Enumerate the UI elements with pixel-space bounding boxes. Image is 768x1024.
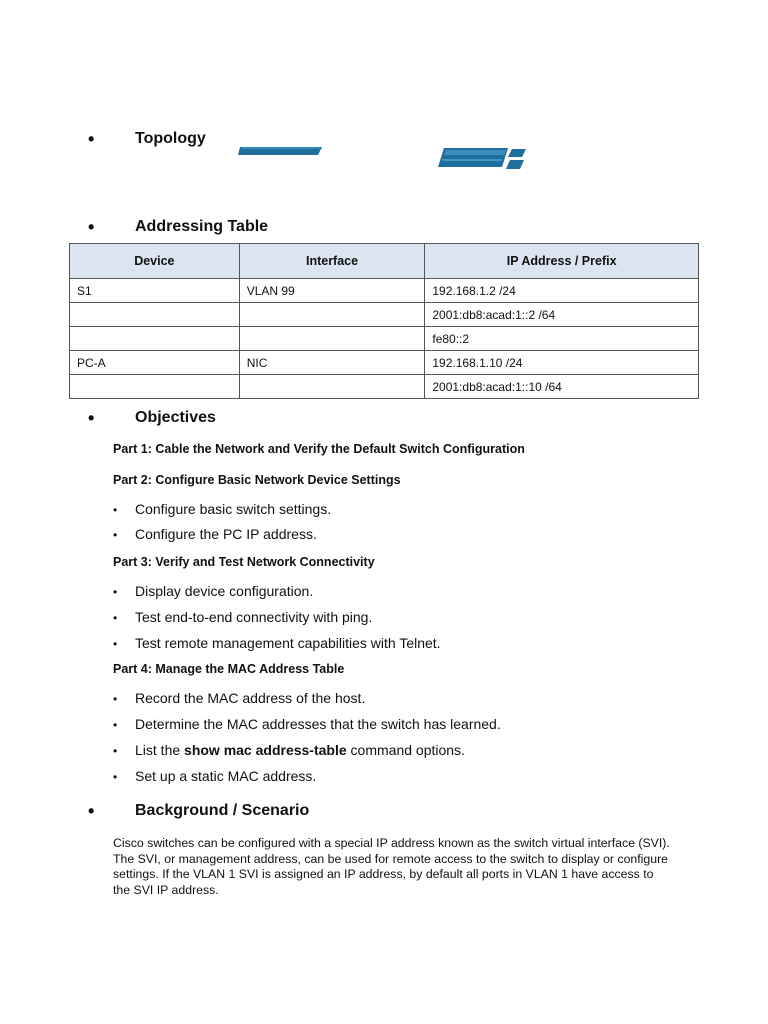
cell-interface (239, 375, 425, 399)
cell-device: S1 (70, 279, 240, 303)
part4-heading: Part 4: Manage the MAC Address Table (113, 662, 345, 676)
list-item: • Configure the PC IP address. (113, 526, 317, 542)
part1-heading: Part 1: Cable the Network and Verify the Default Switch Configuration (113, 442, 525, 456)
table-row (70, 375, 699, 399)
cell-ip: 2001:db8:acad:1::2 /64 (425, 303, 699, 327)
list-item: • Record the MAC address of the host. (113, 690, 366, 706)
table-row (70, 351, 699, 375)
addressing-heading: Addressing Table (135, 218, 269, 235)
cell-ip: 192.168.1.2 /24 (425, 279, 699, 303)
list-item: • List the show mac address-table command options. (113, 742, 465, 758)
objectives-heading: Objectives (135, 409, 216, 426)
topology-bullet: • (88, 129, 95, 149)
cell-ip: 2001:db8:acad:1::10 /64 (425, 375, 699, 399)
cell-device (70, 375, 240, 399)
header-ip: IP Address / Prefix (425, 244, 699, 279)
cell-device (70, 327, 240, 351)
cell-interface: NIC (239, 351, 425, 375)
cell-ip: fe80::2 (425, 327, 699, 351)
list-item: • Determine the MAC addresses that the switch has learned. (113, 716, 501, 732)
list-item: • Test remote management capabilities with Telnet. (113, 635, 441, 651)
pc-a-icon (436, 145, 530, 171)
cell-interface: VLAN 99 (239, 279, 425, 303)
addressing-bullet: • (88, 217, 95, 237)
objectives-bullet: • (88, 408, 95, 428)
cell-device (70, 303, 240, 327)
command-text: show mac address-table (184, 742, 347, 758)
header-device: Device (70, 244, 240, 279)
table-header-row (70, 244, 699, 279)
part2-heading: Part 2: Configure Basic Network Device Settings (113, 473, 401, 487)
table-row (70, 303, 699, 327)
background-bullet: • (88, 801, 95, 821)
list-item: • Display device configuration. (113, 583, 314, 599)
background-heading: Background / Scenario (135, 802, 310, 819)
list-item: • Configure basic switch settings. (113, 501, 332, 517)
cell-interface (239, 303, 425, 327)
switch-s1-icon (238, 145, 324, 157)
background-paragraph: Cisco switches can be configured with a special IP address known as the switch virtual interface (SVI). The SVI, or management address, can be used for remote access to the switch to display or configure settings. If the VLAN 1 SVI is assigned an IP address, by default all ports in VLAN 1 have access to the SVI IP address. (113, 836, 670, 897)
header-interface: Interface (239, 244, 425, 279)
part3-heading: Part 3: Verify and Test Network Connectivity (113, 555, 375, 569)
table-row (70, 279, 699, 303)
cell-device: PC-A (70, 351, 240, 375)
addressing-table (69, 243, 699, 399)
list-item: • Test end-to-end connectivity with ping. (113, 609, 373, 625)
cell-ip: 192.168.1.10 /24 (425, 351, 699, 375)
list-item: • Set up a static MAC address. (113, 768, 317, 784)
topology-heading: Topology (135, 130, 206, 147)
table-row (70, 327, 699, 351)
cell-interface (239, 327, 425, 351)
